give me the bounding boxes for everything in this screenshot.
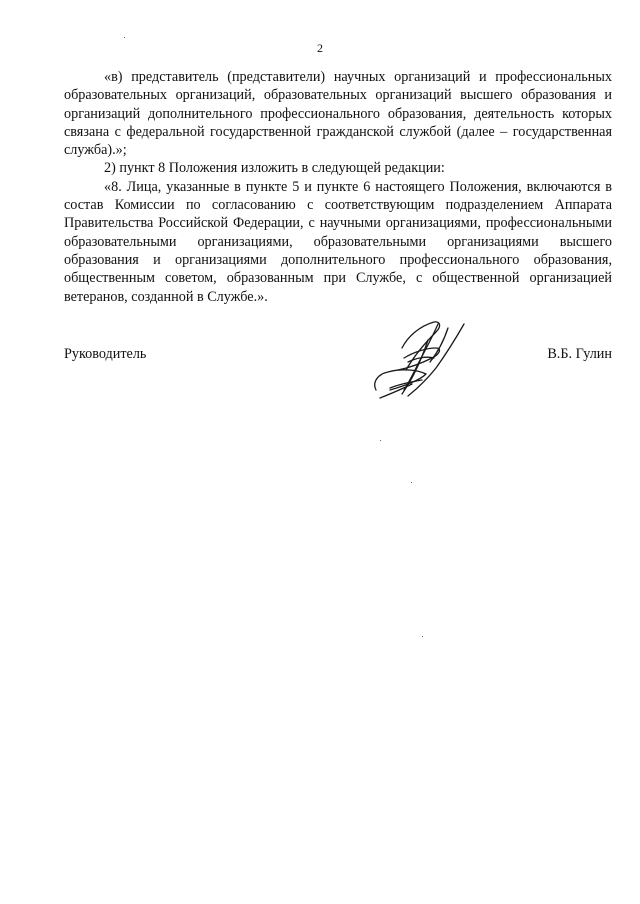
signature-row [64, 346, 612, 366]
page-number: 2 [317, 41, 323, 55]
scan-speck [422, 636, 423, 637]
document-body [64, 68, 612, 306]
scan-speck [411, 482, 412, 483]
signatory-title: Руководитель [64, 346, 147, 362]
paragraph-item-v: «в) представитель (представители) научных организаций и профессиональных образовательных организаций, образовательных организаций высшего образования и организаций дополнительного профессионального образования, деятельность которых связана с федеральной государственной гражданской службой (далее – государственная служба).»; [64, 69, 612, 159]
handwritten-signature [368, 318, 472, 400]
scan-speck [380, 440, 381, 441]
paragraph-point-8: «8. Лица, указанные в пункте 5 и пункте 6 настоящего Положения, включаются в состав Комиссии по согласованию с соответствующим подразделением Аппарата Правительства Российской Федерации, с научными организациями, профессиональными образовательными организациями, образовательными организациями высшего образования и организациями дополнительного профессионального образования, общественным советом, образованным при Службе, с общественной организацией ветеранов, созданной в Службе.». [64, 178, 612, 305]
scan-speck [124, 37, 125, 38]
signatory-name: В.Б. Гулин [547, 346, 612, 362]
paragraph-point-2: 2) пункт 8 Положения изложить в следующей редакции: [104, 160, 445, 177]
